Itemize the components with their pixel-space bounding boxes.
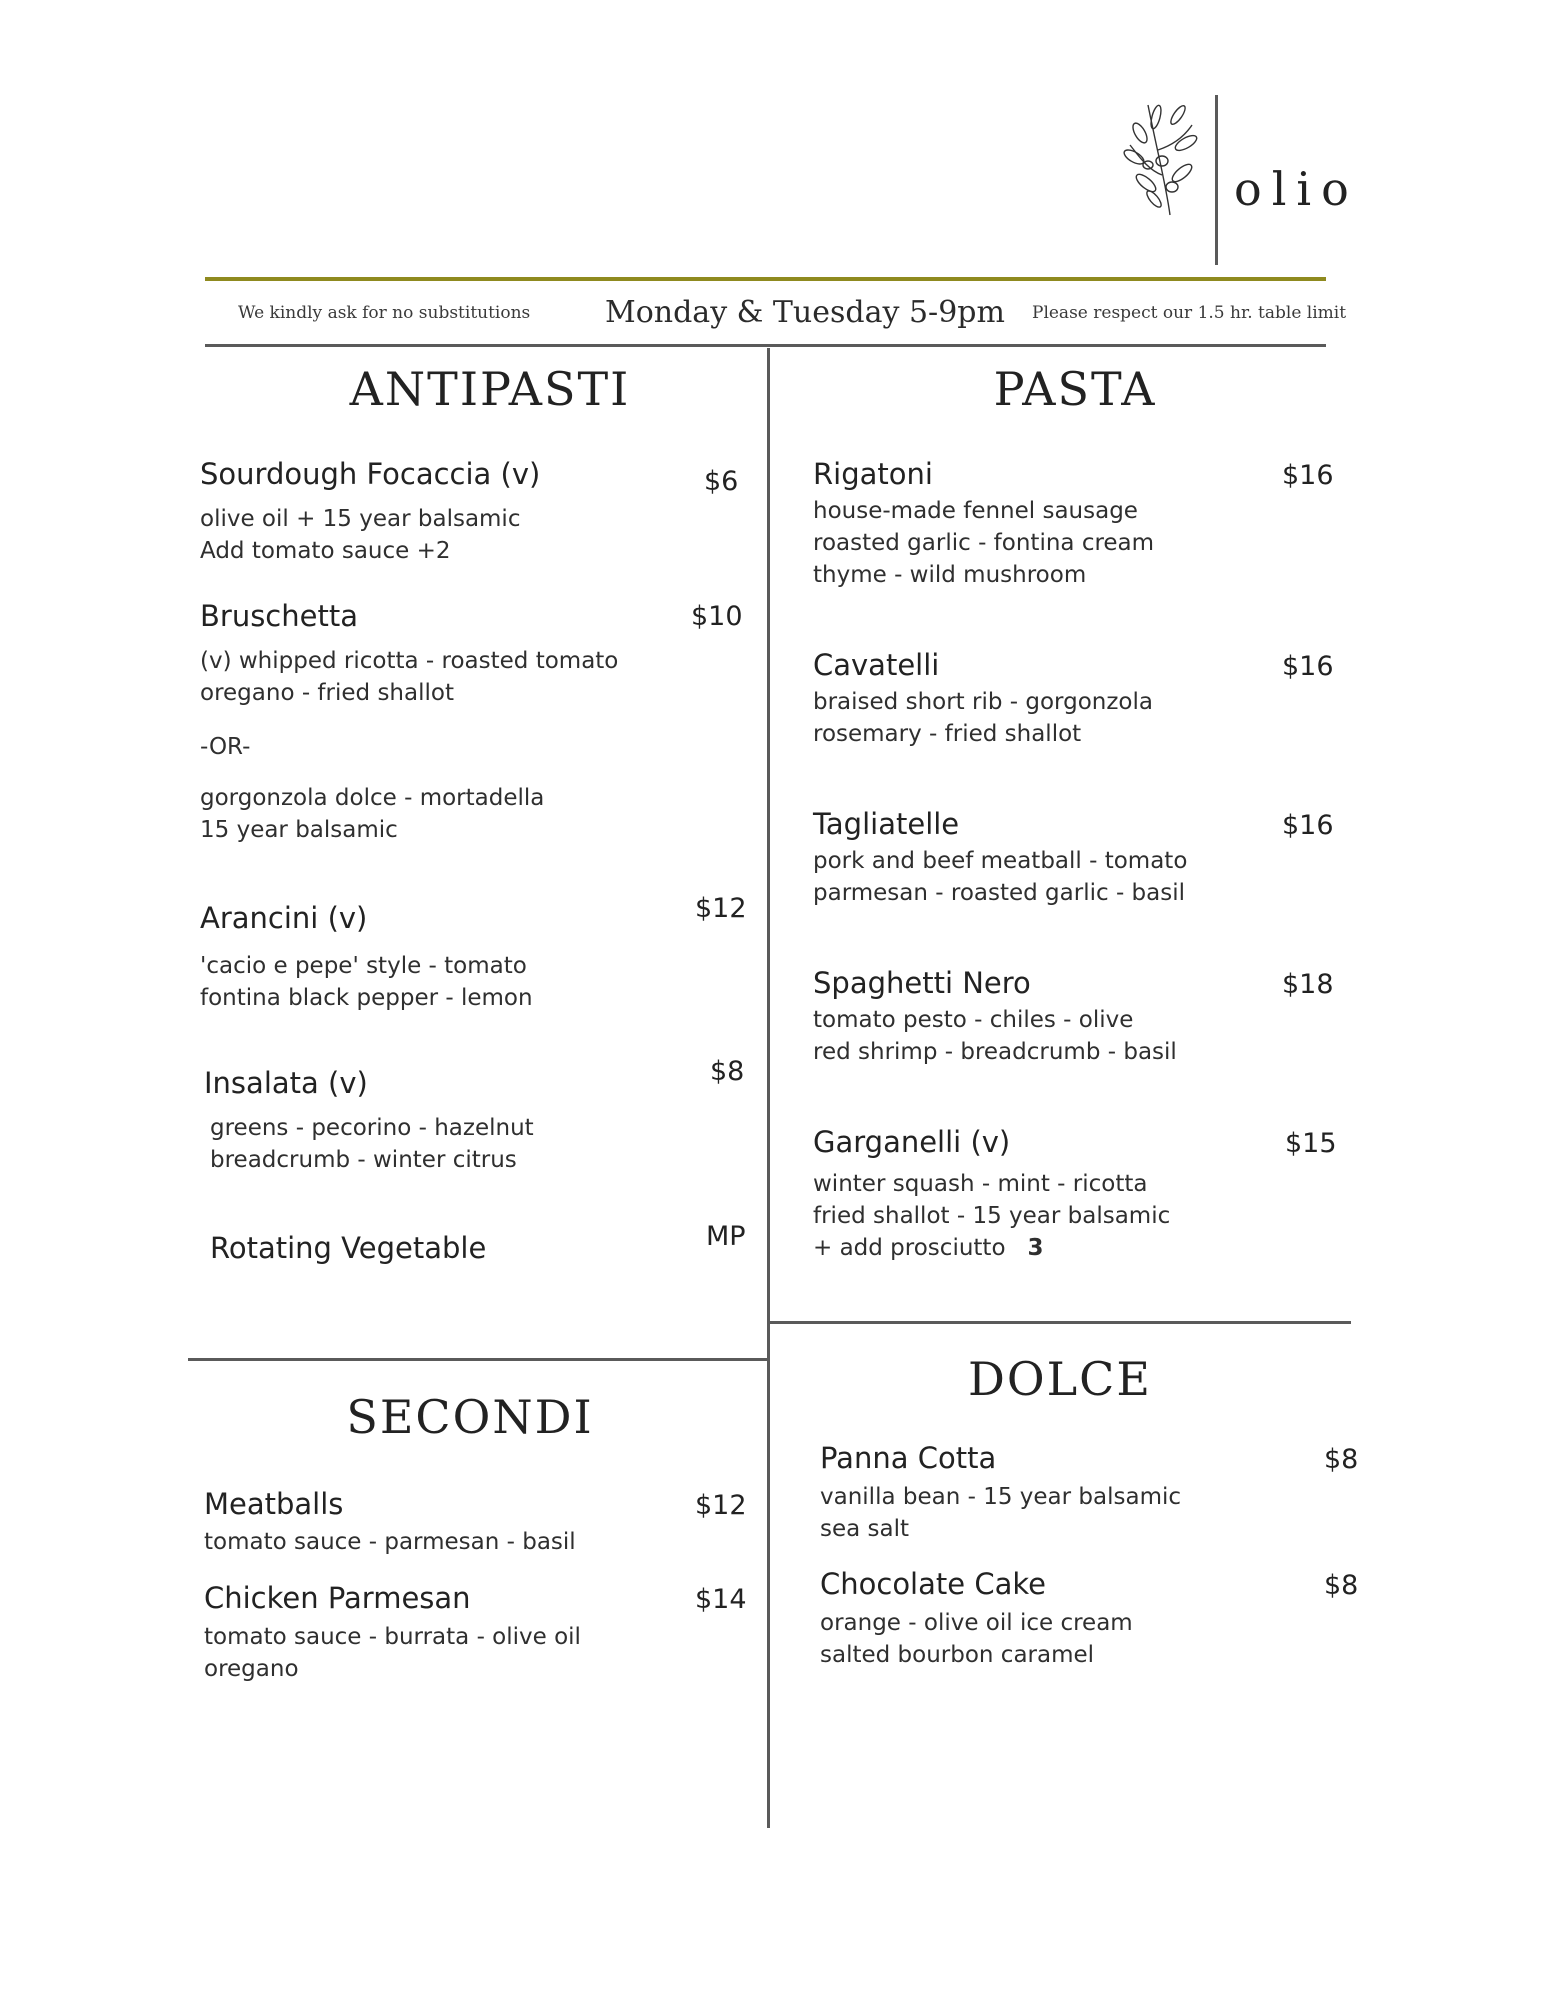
- menu-item-price: $6: [704, 466, 739, 497]
- menu-item-price: $15: [1285, 1128, 1337, 1159]
- menu-item-name: Meatballs: [204, 1487, 344, 1521]
- menu-item-name: Chicken Parmesan: [204, 1581, 471, 1615]
- menu-item-price: $10: [691, 601, 743, 632]
- dolce-title: DOLCE: [968, 1352, 1152, 1406]
- menu-item-desc: tomato sauce - burrata - olive oil: [204, 1624, 581, 1650]
- table-limit-note: Please respect our 1.5 hr. table limit: [1032, 303, 1347, 323]
- menu-item-desc: oregano - fried shallot: [200, 680, 454, 706]
- menu-item-desc: olive oil + 15 year balsamic: [200, 506, 521, 532]
- menu-item-desc: roasted garlic - fontina cream: [813, 530, 1155, 556]
- menu-item-name: Rotating Vegetable: [210, 1231, 487, 1265]
- menu-item-desc: tomato pesto - chiles - olive: [813, 1007, 1134, 1033]
- menu-item-desc: winter squash - mint - ricotta: [813, 1171, 1148, 1197]
- left-section-divider: [188, 1358, 769, 1361]
- menu-item-desc: 15 year balsamic: [200, 817, 398, 843]
- brand-logo: olio: [1234, 162, 1359, 216]
- menu-item-or: -OR-: [200, 734, 251, 760]
- menu-item-desc: fontina black pepper - lemon: [200, 985, 533, 1011]
- menu-item-desc: fried shallot - 15 year balsamic: [813, 1203, 1171, 1229]
- menu-item-desc: house-made fennel sausage: [813, 498, 1138, 524]
- no-substitutions-note: We kindly ask for no substitutions: [238, 303, 531, 323]
- menu-item-desc: tomato sauce - parmesan - basil: [204, 1529, 576, 1555]
- header-bottom-rule: [205, 344, 1326, 347]
- menu-item-desc: Add tomato sauce +2: [200, 538, 451, 564]
- menu-item-price: $8: [710, 1056, 745, 1087]
- menu-item-price: $16: [1282, 810, 1334, 841]
- menu-item-name: Insalata (v): [204, 1066, 368, 1100]
- menu-item-desc: thyme - wild mushroom: [813, 562, 1087, 588]
- hours-heading: Monday & Tuesday 5-9pm: [605, 295, 1005, 330]
- header-top-rule: [205, 277, 1326, 281]
- menu-item-desc: (v) whipped ricotta - roasted tomato: [200, 648, 619, 674]
- olive-branch-icon: [1118, 95, 1208, 220]
- menu-item-desc: vanilla bean - 15 year balsamic: [820, 1484, 1182, 1510]
- right-section-divider: [768, 1321, 1351, 1324]
- menu-item-price: $16: [1282, 651, 1334, 682]
- center-divider: [767, 348, 770, 1828]
- menu-item-desc: salted bourbon caramel: [820, 1642, 1095, 1668]
- menu-item-price: $12: [695, 893, 747, 924]
- menu-item-price: $12: [695, 1490, 747, 1521]
- menu-item-desc: braised short rib - gorgonzola: [813, 689, 1153, 715]
- menu-item-desc: parmesan - roasted garlic - basil: [813, 880, 1186, 906]
- menu-item-price: $8: [1324, 1570, 1359, 1601]
- menu-item-name: Spaghetti Nero: [813, 966, 1031, 1000]
- menu-item-price: $8: [1324, 1444, 1359, 1475]
- menu-item-desc: 'cacio e pepe' style - tomato: [200, 953, 527, 979]
- addon-label: + add prosciutto: [813, 1235, 1006, 1261]
- antipasti-title: ANTIPASTI: [349, 362, 631, 416]
- menu-item-name: Garganelli (v): [813, 1125, 1011, 1159]
- logo-divider: [1215, 95, 1218, 265]
- menu-item-name: Sourdough Focaccia (v): [200, 457, 541, 491]
- menu-item-desc: greens - pecorino - hazelnut: [210, 1115, 534, 1141]
- menu-item-name: Rigatoni: [813, 457, 933, 491]
- menu-item-price: $14: [695, 1584, 747, 1615]
- menu-item-name: Arancini (v): [200, 901, 368, 935]
- menu-item-desc: red shrimp - breadcrumb - basil: [813, 1039, 1177, 1065]
- secondi-title: SECONDI: [346, 1390, 594, 1444]
- menu-item-price: $16: [1282, 460, 1334, 491]
- menu-item-desc: oregano: [204, 1656, 299, 1682]
- menu-item-desc: gorgonzola dolce - mortadella: [200, 785, 545, 811]
- menu-item-desc: sea salt: [820, 1516, 910, 1542]
- menu-item-name: Chocolate Cake: [820, 1567, 1046, 1601]
- menu-item-desc: pork and beef meatball - tomato: [813, 848, 1188, 874]
- menu-item-name: Cavatelli: [813, 648, 940, 682]
- addon-line: [813, 1232, 1043, 1264]
- menu-item-price: MP: [706, 1221, 746, 1252]
- menu-item-desc: orange - olive oil ice cream: [820, 1610, 1133, 1636]
- pasta-title: PASTA: [993, 362, 1157, 416]
- menu-item-desc: rosemary - fried shallot: [813, 721, 1082, 747]
- menu-item-price: $18: [1282, 969, 1334, 1000]
- menu-item-desc: breadcrumb - winter citrus: [210, 1147, 517, 1173]
- menu-item-name: Tagliatelle: [813, 807, 960, 841]
- addon-price: 3: [1027, 1235, 1044, 1261]
- menu-item-name: Bruschetta: [200, 599, 358, 633]
- menu-item-name: Panna Cotta: [820, 1441, 997, 1475]
